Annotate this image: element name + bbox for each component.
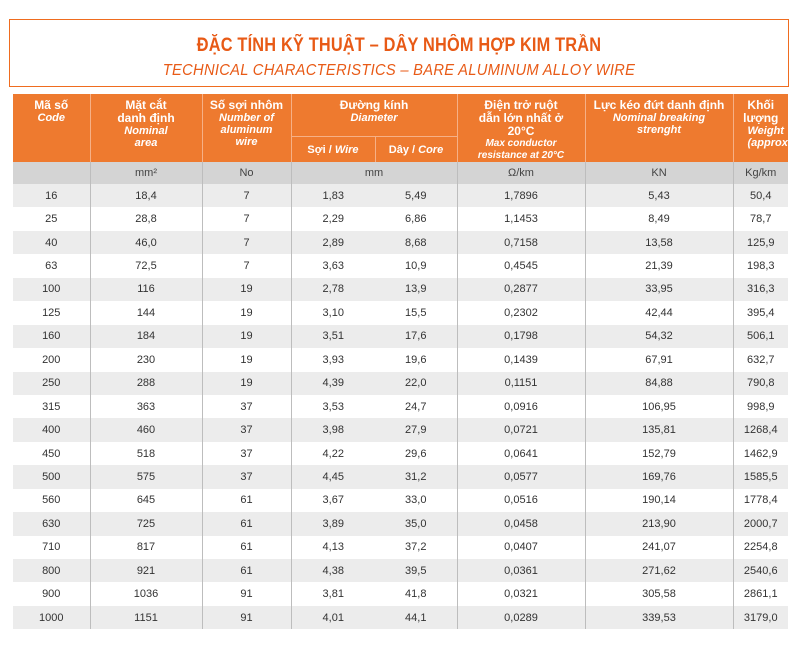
cell-weight: 3179,0 (733, 606, 788, 629)
cell-wires: 37 (202, 418, 291, 441)
cell-area: 184 (90, 325, 202, 348)
cell-resistance: 0,0516 (457, 489, 585, 512)
cell-core-diameter: 10,9 (375, 254, 457, 277)
header-wires-vi: Số sợi nhôm (209, 98, 284, 112)
cell-resistance: 0,4545 (457, 254, 585, 277)
cell-weight: 2540,6 (733, 559, 788, 582)
cell-core-diameter: 29,6 (375, 442, 457, 465)
cell-strength: 135,81 (585, 418, 733, 441)
cell-code: 1000 (13, 606, 90, 629)
cell-code: 40 (13, 231, 90, 254)
cell-strength: 190,14 (585, 489, 733, 512)
cell-resistance: 0,0577 (457, 465, 585, 488)
cell-weight: 790,8 (733, 372, 788, 395)
cell-resistance: 1,1453 (457, 207, 585, 230)
cell-wires: 19 (202, 372, 291, 395)
cell-wires: 61 (202, 536, 291, 559)
cell-resistance: 0,1151 (457, 372, 585, 395)
cell-weight: 2861,1 (733, 582, 788, 605)
cell-code: 25 (13, 207, 90, 230)
cell-core-diameter: 41,8 (375, 582, 457, 605)
cell-code: 250 (13, 372, 90, 395)
table-row (13, 207, 788, 230)
cell-weight: 395,4 (733, 301, 788, 324)
cell-weight: 998,9 (733, 395, 788, 418)
table-row (13, 231, 788, 254)
cell-wire-diameter: 4,01 (291, 606, 375, 629)
header-code (13, 94, 90, 162)
header-wires-en: Number of aluminum wire (219, 112, 274, 148)
cell-strength: 106,95 (585, 395, 733, 418)
cell-code: 63 (13, 254, 90, 277)
header-weight-vi: Khối lượng (743, 98, 779, 125)
cell-core-diameter: 22,0 (375, 372, 457, 395)
header-weight-en: Weight (approx.) (747, 125, 795, 149)
cell-strength: 54,32 (585, 325, 733, 348)
cell-wire-diameter: 3,98 (291, 418, 375, 441)
cell-area: 1036 (90, 582, 202, 605)
title-box (9, 19, 789, 87)
table-row (13, 582, 788, 605)
cell-wires: 91 (202, 606, 291, 629)
cell-area: 116 (90, 278, 202, 301)
cell-weight: 1268,4 (733, 418, 788, 441)
cell-strength: 213,90 (585, 512, 733, 535)
cell-core-diameter: 33,0 (375, 489, 457, 512)
cell-resistance: 0,2302 (457, 301, 585, 324)
cell-strength: 271,62 (585, 559, 733, 582)
table-row (13, 465, 788, 488)
cell-wires: 19 (202, 278, 291, 301)
cell-weight: 2000,7 (733, 512, 788, 535)
unit-area: mm² (90, 162, 202, 184)
header-core: Dây / Core (375, 137, 457, 162)
cell-core-diameter: 39,5 (375, 559, 457, 582)
cell-code: 710 (13, 536, 90, 559)
cell-wire-diameter: 2,78 (291, 278, 375, 301)
cell-resistance: 0,1439 (457, 348, 585, 371)
cell-wire-diameter: 3,10 (291, 301, 375, 324)
cell-wire-diameter: 3,67 (291, 489, 375, 512)
unit-strength: KN (585, 162, 733, 184)
title-vietnamese: ĐẶC TÍNH KỸ THUẬT – DÂY NHÔM HỢP KIM TRẦN (196, 35, 602, 56)
cell-code: 450 (13, 442, 90, 465)
cell-area: 725 (90, 512, 202, 535)
header-code-en: Code (37, 112, 65, 124)
cell-weight: 1462,9 (733, 442, 788, 465)
cell-strength: 67,91 (585, 348, 733, 371)
cell-area: 72,5 (90, 254, 202, 277)
table-row (13, 606, 788, 629)
cell-wires: 7 (202, 184, 291, 207)
cell-wires: 37 (202, 442, 291, 465)
cell-core-diameter: 8,68 (375, 231, 457, 254)
cell-strength: 169,76 (585, 465, 733, 488)
cell-core-diameter: 17,6 (375, 325, 457, 348)
cell-resistance: 0,7158 (457, 231, 585, 254)
cell-wire-diameter: 4,22 (291, 442, 375, 465)
cell-area: 288 (90, 372, 202, 395)
table-row (13, 301, 788, 324)
cell-strength: 13,58 (585, 231, 733, 254)
header-resistance (457, 94, 585, 162)
cell-core-diameter: 27,9 (375, 418, 457, 441)
cell-area: 817 (90, 536, 202, 559)
cell-wire-diameter: 3,81 (291, 582, 375, 605)
cell-strength: 339,53 (585, 606, 733, 629)
cell-wires: 7 (202, 207, 291, 230)
cell-strength: 33,95 (585, 278, 733, 301)
table-row (13, 512, 788, 535)
cell-weight: 78,7 (733, 207, 788, 230)
cell-wire-diameter: 2,89 (291, 231, 375, 254)
cell-code: 900 (13, 582, 90, 605)
table-row (13, 348, 788, 371)
cell-weight: 506,1 (733, 325, 788, 348)
unit-code (13, 162, 90, 184)
table-row (13, 254, 788, 277)
cell-area: 363 (90, 395, 202, 418)
header-strength (585, 94, 733, 162)
cell-resistance: 0,0916 (457, 395, 585, 418)
header-code-vi: Mã số (34, 98, 69, 112)
cell-strength: 241,07 (585, 536, 733, 559)
cell-area: 921 (90, 559, 202, 582)
cell-weight: 198,3 (733, 254, 788, 277)
cell-wires: 19 (202, 325, 291, 348)
cell-area: 28,8 (90, 207, 202, 230)
header-resistance-en: Max conductor resistance at 20°C (477, 138, 565, 161)
header-core-vi: Dây (388, 143, 409, 156)
cell-strength: 21,39 (585, 254, 733, 277)
cell-area: 18,4 (90, 184, 202, 207)
cell-wire-diameter: 4,38 (291, 559, 375, 582)
cell-area: 645 (90, 489, 202, 512)
cell-core-diameter: 35,0 (375, 512, 457, 535)
cell-wire-diameter: 2,29 (291, 207, 375, 230)
cell-weight: 316,3 (733, 278, 788, 301)
cell-resistance: 0,0407 (457, 536, 585, 559)
cell-area: 575 (90, 465, 202, 488)
cell-resistance: 0,0289 (457, 606, 585, 629)
header-area-vi: Mặt cắt danh định (117, 98, 175, 125)
header-strength-vi: Lực kéo đứt danh định (593, 98, 725, 112)
units-row (13, 162, 788, 184)
table-row (13, 442, 788, 465)
cell-code: 16 (13, 184, 90, 207)
cell-wire-diameter: 4,39 (291, 372, 375, 395)
cell-resistance: 1,7896 (457, 184, 585, 207)
header-resistance-vi: Điện trở ruột dẫn lớn nhất ở 20°C (478, 98, 564, 138)
table-row (13, 325, 788, 348)
cell-wire-diameter: 3,53 (291, 395, 375, 418)
cell-core-diameter: 31,2 (375, 465, 457, 488)
cell-resistance: 0,0641 (457, 442, 585, 465)
cell-wires: 19 (202, 301, 291, 324)
cell-code: 200 (13, 348, 90, 371)
cell-core-diameter: 15,5 (375, 301, 457, 324)
cell-wire-diameter: 3,51 (291, 325, 375, 348)
cell-wire-diameter: 4,45 (291, 465, 375, 488)
cell-wire-diameter: 3,89 (291, 512, 375, 535)
cell-core-diameter: 44,1 (375, 606, 457, 629)
cell-wires: 37 (202, 395, 291, 418)
table-row (13, 418, 788, 441)
cell-wire-diameter: 3,63 (291, 254, 375, 277)
cell-weight: 632,7 (733, 348, 788, 371)
cell-resistance: 0,0321 (457, 582, 585, 605)
header-diameter-en: Diameter (350, 112, 398, 124)
cell-core-diameter: 5,49 (375, 184, 457, 207)
cell-strength: 8,49 (585, 207, 733, 230)
cell-code: 560 (13, 489, 90, 512)
header-diameter-vi: Đường kính (339, 98, 409, 112)
header-core-en: Core (418, 143, 444, 156)
cell-wires: 61 (202, 559, 291, 582)
cell-strength: 305,58 (585, 582, 733, 605)
cell-code: 800 (13, 559, 90, 582)
cell-weight: 2254,8 (733, 536, 788, 559)
cell-strength: 84,88 (585, 372, 733, 395)
cell-resistance: 0,0458 (457, 512, 585, 535)
cell-core-diameter: 24,7 (375, 395, 457, 418)
table-row (13, 559, 788, 582)
cell-area: 230 (90, 348, 202, 371)
table-row (13, 395, 788, 418)
header-wire: Sợi / Wire (291, 137, 375, 162)
cell-wire-diameter: 4,13 (291, 536, 375, 559)
header-area (90, 94, 202, 162)
cell-resistance: 0,0361 (457, 559, 585, 582)
cell-code: 125 (13, 301, 90, 324)
header-diameter (291, 94, 457, 137)
cell-wires: 7 (202, 254, 291, 277)
table-row (13, 489, 788, 512)
table-row (13, 184, 788, 207)
cell-weight: 125,9 (733, 231, 788, 254)
cell-core-diameter: 6,86 (375, 207, 457, 230)
table-row (13, 536, 788, 559)
cell-wires: 19 (202, 348, 291, 371)
unit-diameter: mm (291, 162, 457, 184)
cell-code: 160 (13, 325, 90, 348)
cell-wires: 37 (202, 465, 291, 488)
table-row (13, 278, 788, 301)
cell-area: 518 (90, 442, 202, 465)
header-strength-en: Nominal breaking strenght (612, 112, 706, 136)
cell-weight: 1778,4 (733, 489, 788, 512)
cell-code: 630 (13, 512, 90, 535)
cell-code: 400 (13, 418, 90, 441)
cell-core-diameter: 19,6 (375, 348, 457, 371)
cell-weight: 50,4 (733, 184, 788, 207)
cell-area: 144 (90, 301, 202, 324)
unit-weight: Kg/km (733, 162, 788, 184)
header-weight (733, 94, 795, 162)
cell-wire-diameter: 1,83 (291, 184, 375, 207)
cell-resistance: 0,0721 (457, 418, 585, 441)
cell-code: 100 (13, 278, 90, 301)
cell-code: 500 (13, 465, 90, 488)
cell-area: 46,0 (90, 231, 202, 254)
unit-resistance: Ω/km (457, 162, 585, 184)
spec-table (13, 94, 795, 629)
cell-wires: 61 (202, 512, 291, 535)
cell-core-diameter: 13,9 (375, 278, 457, 301)
header-area-en: Nominal area (124, 125, 168, 149)
cell-strength: 5,43 (585, 184, 733, 207)
title-english: TECHNICAL CHARACTERISTICS – BARE ALUMINUM ALLOY WIRE (162, 62, 636, 79)
cell-wires: 91 (202, 582, 291, 605)
table-row (13, 372, 788, 395)
cell-strength: 42,44 (585, 301, 733, 324)
cell-code: 315 (13, 395, 90, 418)
cell-weight: 1585,5 (733, 465, 788, 488)
cell-area: 460 (90, 418, 202, 441)
cell-wires: 61 (202, 489, 291, 512)
header-wires (202, 94, 291, 162)
unit-wires: No (202, 162, 291, 184)
cell-wire-diameter: 3,93 (291, 348, 375, 371)
cell-core-diameter: 37,2 (375, 536, 457, 559)
header-wire-en: Wire (334, 143, 359, 156)
cell-resistance: 0,2877 (457, 278, 585, 301)
header-wire-vi: Sợi (307, 143, 326, 156)
cell-strength: 152,79 (585, 442, 733, 465)
cell-area: 1151 (90, 606, 202, 629)
cell-resistance: 0,1798 (457, 325, 585, 348)
cell-wires: 7 (202, 231, 291, 254)
